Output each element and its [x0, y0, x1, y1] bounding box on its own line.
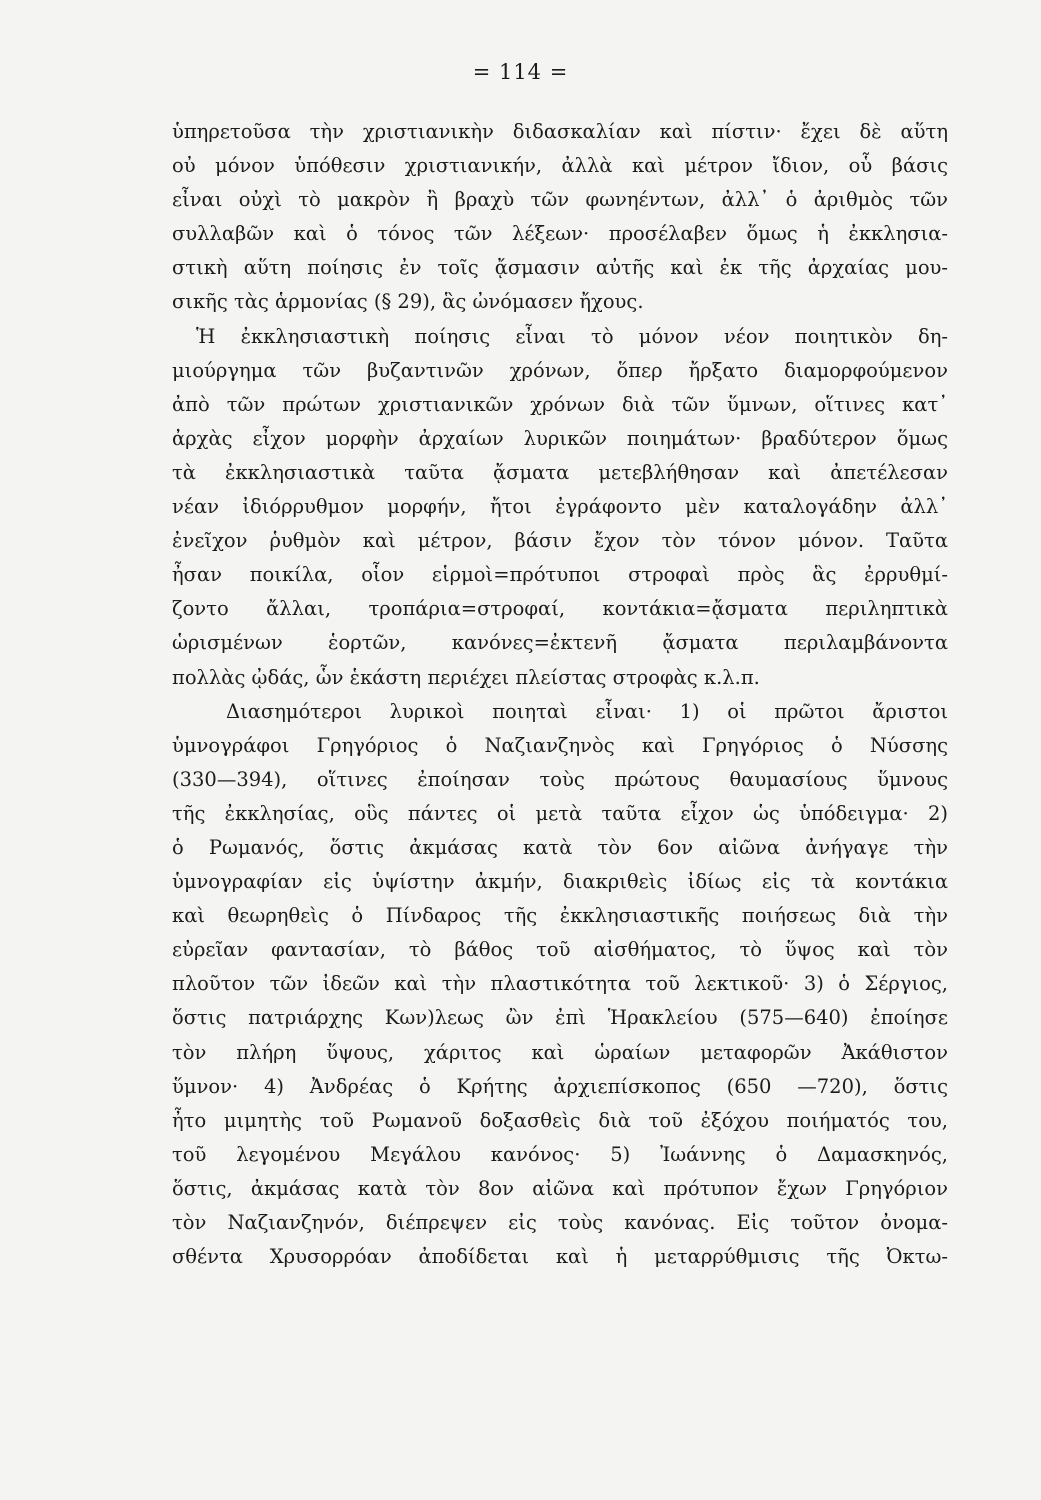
text-line: (330—394), οἵτινες ἐποίησαν τοὺς πρώτους θαυμασίους ὕμνους — [172, 767, 948, 791]
text-line: Διασημότεροι λυρικοὶ ποιηταὶ εἶναι· 1) οἱ πρῶτοι ἄριστοι — [226, 699, 948, 723]
text-line: ὅστις, ἀκμάσας κατὰ τὸν 8ον αἰῶνα καὶ πρότυπον ἔχων Γρηγόριον — [172, 1176, 948, 1200]
text-line: ἐνεῖχον ῥυθμὸν καὶ μέτρον, βάσιν ἔχον τὸν τόνον μόνον. Ταῦτα — [172, 529, 948, 553]
text-line: πλοῦτον τῶν ἰδεῶν καὶ τὴν πλαστικότητα τοῦ λεκτικοῦ· 3) ὁ Σέργιος, — [172, 972, 948, 996]
text-line: ὑμνογραφίαν εἰς ὑψίστην ἀκμήν, διακριθεὶς ἰδίως εἰς τὰ κοντάκια — [172, 870, 948, 894]
text-line: ἦτο μιμητὴς τοῦ Ρωμανοῦ δοξασθεὶς διὰ τοῦ ἐξόχου ποιήματός του, — [172, 1108, 948, 1132]
text-line: τὸν πλήρη ὕψους, χάριτος καὶ ὡραίων μεταφορῶν Ἀκάθιστον — [172, 1040, 948, 1064]
text-line: ἀρχὰς εἶχον μορφὴν ἀρχαίων λυρικῶν ποιημάτων· βραδύτερον ὅμως — [172, 426, 948, 450]
text-line: συλλαβῶν καὶ ὁ τόνος τῶν λέξεων· προσέλαβεν ὅμως ἡ ἐκκλησια- — [172, 222, 948, 246]
text-line: ὁ Ρωμανός, ὅστις ἀκμάσας κατὰ τὸν 6ον αἰῶνα ἀνήγαγε τὴν — [172, 835, 948, 859]
text-line: σθέντα Χρυσορρόαν ἀποδίδεται καὶ ἡ μεταρρύθμισις τῆς Ὀκτω- — [172, 1245, 948, 1269]
text-line: σικῆς τὰς ἁρμονίας (§ 29), ἃς ὠνόμασεν ἤχους. — [172, 290, 644, 314]
text-line: τὸν Ναζιανζηνόν, διέπρεψεν εἰς τοὺς κανόνας. Εἰς τοῦτον ὀνομα- — [172, 1211, 948, 1234]
text-line: τῆς ἐκκλησίας, οὓς πάντες οἱ μετὰ ταῦτα εἶχον ὡς ὑπόδειγμα· 2) — [172, 801, 948, 825]
text-line: οὐ μόνον ὑπόθεσιν χριστιανικήν, ἀλλὰ καὶ μέτρον ἴδιον, οὗ βάσις — [172, 154, 948, 178]
text-line: ζοντο ἄλλαι, τροπάρια=στροφαί, κοντάκια=ᾄσματα περιληπτικὰ — [172, 597, 948, 621]
text-line: στικὴ αὕτη ποίησις ἐν τοῖς ᾄσμασιν αὐτῆς καὶ ἐκ τῆς ἀρχαίας μου- — [172, 256, 948, 280]
body-text — [172, 115, 948, 1274]
text-line: τοῦ λεγομένου Μεγάλου κανόνος· 5) Ἰωάννης ὁ Δαμασκηνός, — [172, 1142, 948, 1166]
text-line: μιούργημα τῶν βυζαντινῶν χρόνων, ὅπερ ἤρξατο διαμορφούμενον — [172, 358, 948, 382]
text-line: ὅστις πατριάρχης Κων)λεως ὢν ἐπὶ Ἡρακλείου (575—640) ἐποίησε — [172, 1006, 948, 1030]
text-line: νέαν ἰδιόρρυθμον μορφήν, ἤτοι ἐγράφοντο μὲν καταλογάδην ἀλλ᾽ — [172, 495, 948, 519]
text-line: καὶ θεωρηθεὶς ὁ Πίνδαρος τῆς ἐκκλησιαστικῆς ποιήσεως διὰ τὴν — [172, 904, 948, 928]
text-line: Ἡ ἐκκλησιαστικὴ ποίησις εἶναι τὸ μόνον νέον ποιητικὸν δη- — [196, 324, 948, 348]
text-line: ὡρισμένων ἑορτῶν, κανόνες=ἐκτενῆ ᾄσματα περιλαμβάνοντα — [172, 631, 948, 655]
text-line: πολλὰς ᾠδάς, ὧν ἑκάστη περιέχει πλείστας στροφὰς κ.λ.π. — [172, 665, 760, 689]
text-line: ὕμνον· 4) Ἀνδρέας ὁ Κρήτης ἀρχιεπίσκοπος (650 —720), ὅστις — [172, 1074, 948, 1098]
text-line: τὰ ἐκκλησιαστικὰ ταῦτα ᾄσματα μετεβλήθησαν καὶ ἀπετέλεσαν — [172, 460, 948, 484]
text-line: ἦσαν ποικίλα, οἷον εἱρμοὶ=πρότυποι στροφαὶ πρὸς ἃς ἐρρυθμί- — [172, 563, 948, 587]
text-line: ἀπὸ τῶν πρώτων χριστιανικῶν χρόνων διὰ τῶν ὕμνων, οἵτινες κατ᾽ — [172, 392, 948, 416]
text-line: ὑμνογράφοι Γρηγόριος ὁ Ναζιανζηνὸς καὶ Γρηγόριος ὁ Νύσσης — [172, 733, 948, 757]
page-number: = 114 = — [472, 60, 569, 84]
text-line: εἶναι οὐχὶ τὸ μακρὸν ἢ βραχὺ τῶν φωνηέντων, ἀλλ᾽ ὁ ἀριθμὸς τῶν — [172, 188, 948, 212]
text-line: εὐρεῖαν φαντασίαν, τὸ βάθος τοῦ αἰσθήματος, τὸ ὕψος καὶ τὸν — [172, 938, 948, 962]
text-line: ὑπηρετοῦσα τὴν χριστιανικὴν διδασκαλίαν καὶ πίστιν· ἔχει δὲ αὕτη — [172, 120, 948, 143]
